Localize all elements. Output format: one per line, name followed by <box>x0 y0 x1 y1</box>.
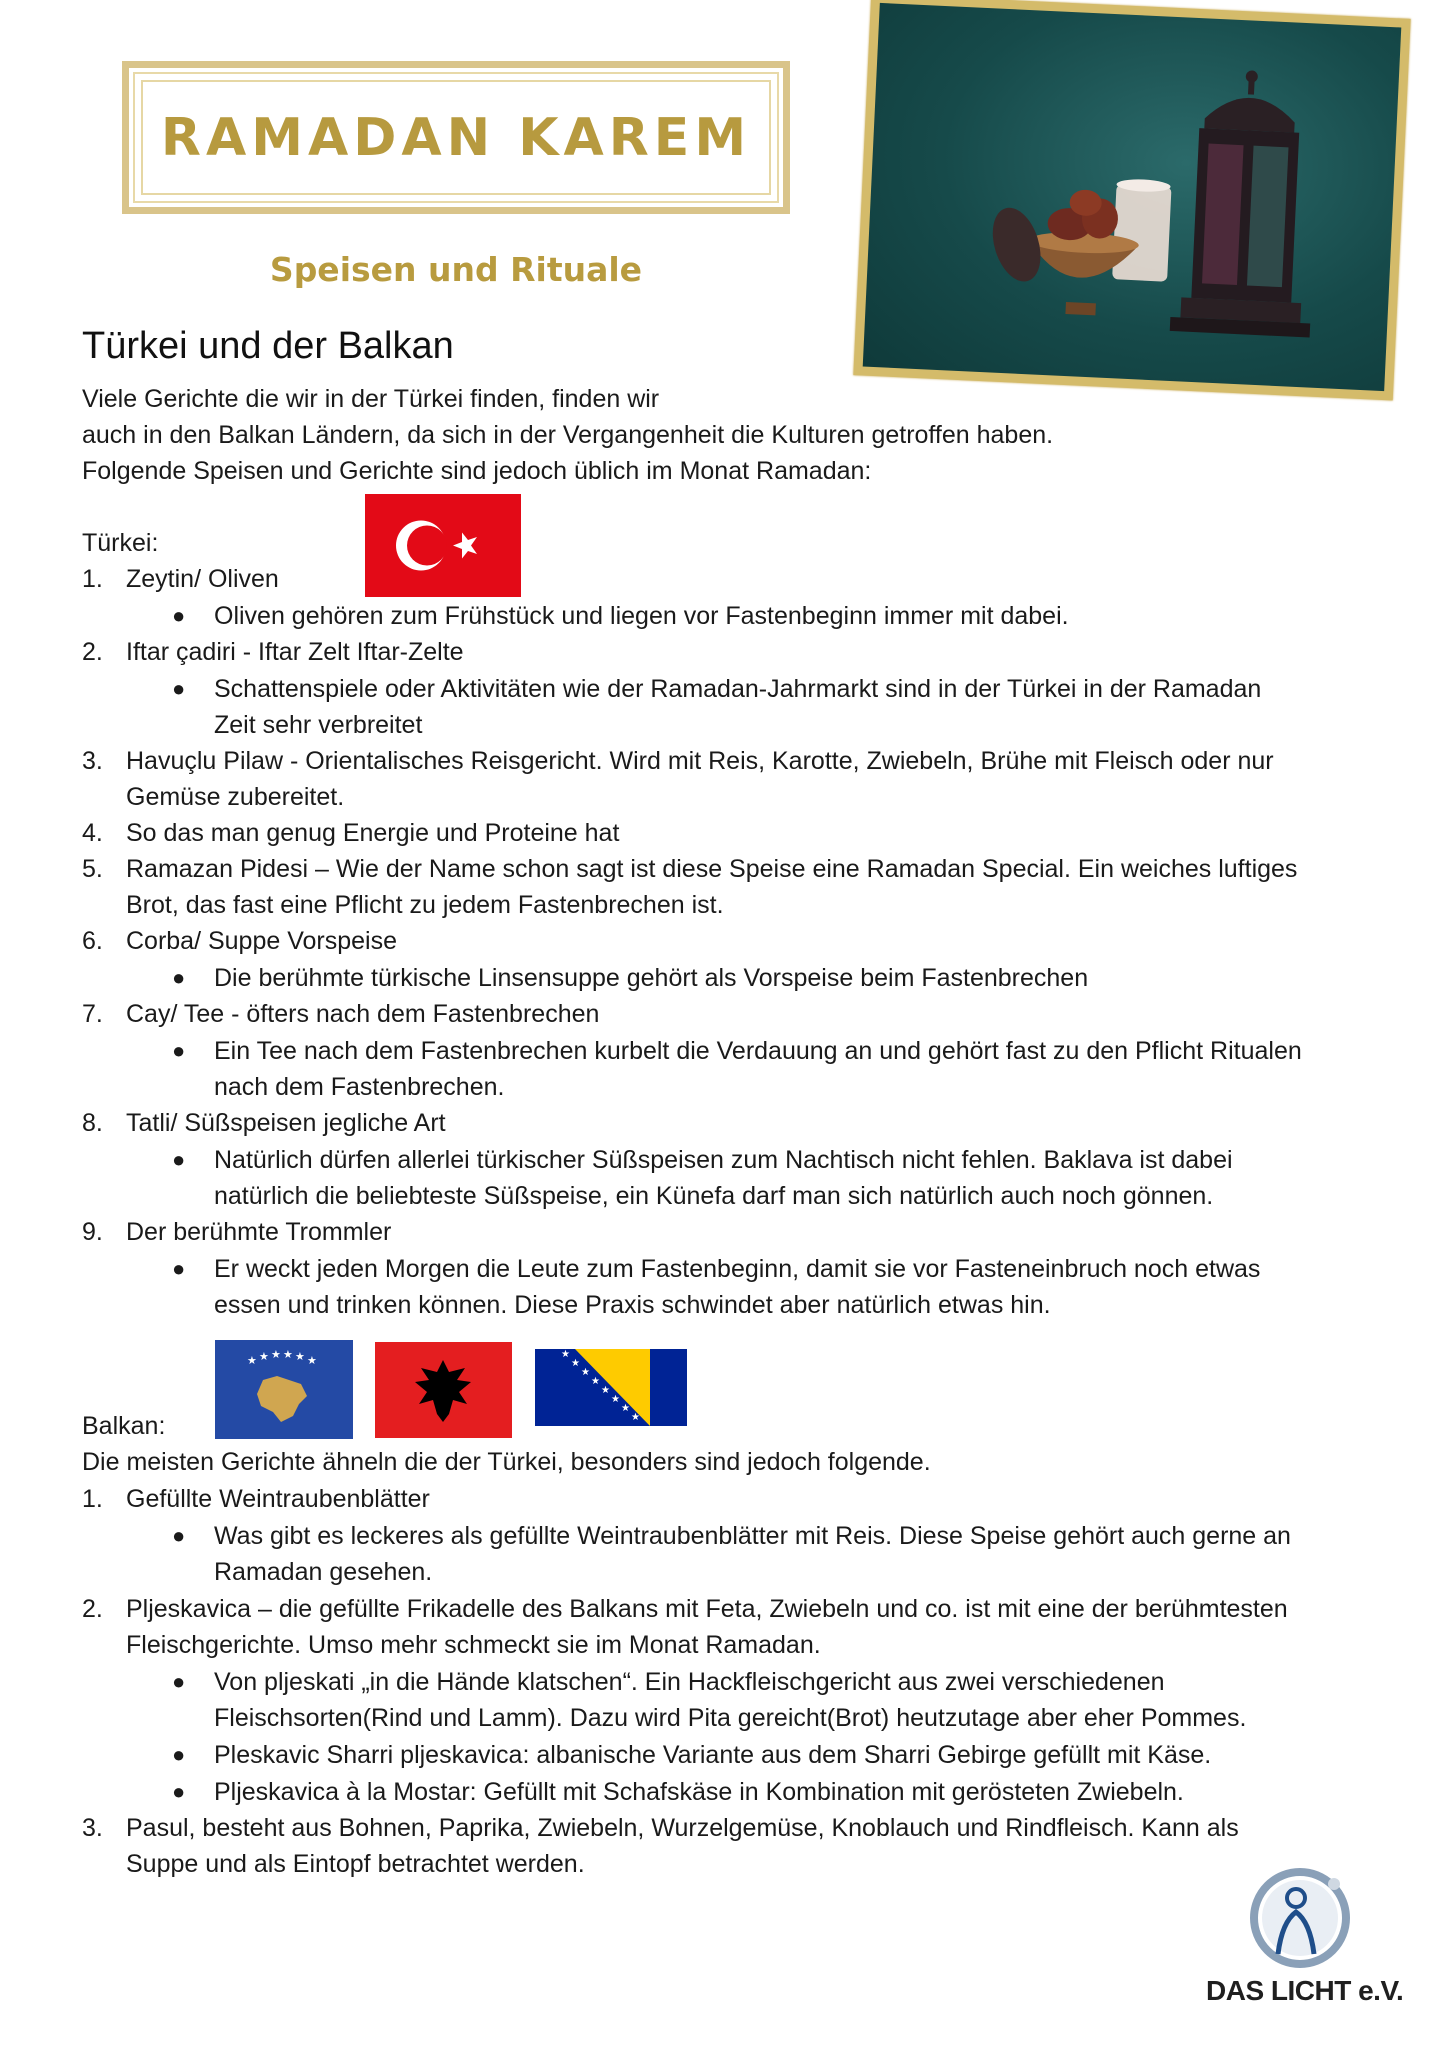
bullet-item-cont: Fleischsorten(Rind und Lamm). Dazu wird Pita gereicht(Brot) heutzutage aber eher Pommes. <box>214 1704 1247 1732</box>
title-frame <box>122 61 790 214</box>
list-number: 8. <box>82 1109 103 1137</box>
svg-text:★: ★ <box>591 1376 600 1387</box>
list-item: Iftar çadiri - Iftar Zelt Iftar-Zelte <box>126 638 464 666</box>
svg-text:★: ★ <box>307 1354 317 1367</box>
bullet-item: Er weckt jeden Morgen die Leute zum Fastenbeginn, damit sie vor Fasteneinbruch noch etwas <box>214 1255 1261 1283</box>
bullet-icon: ● <box>172 603 186 628</box>
bullet-icon: ● <box>172 676 186 701</box>
intro-line-2: auch in den Balkan Ländern, da sich in der Vergangenheit die Kulturen getroffen haben. <box>82 421 1054 449</box>
svg-text:★: ★ <box>601 1385 610 1396</box>
intro-line-3: Folgende Speisen und Gerichte sind jedoch üblich im Monat Ramadan: <box>82 457 872 485</box>
list-number: 2. <box>82 638 103 666</box>
bullet-item-cont: nach dem Fastenbrechen. <box>214 1073 505 1101</box>
list-number: 6. <box>82 927 103 955</box>
list-item: Der berühmte Trommler <box>126 1218 392 1246</box>
list-item: Ramazan Pidesi – Wie der Name schon sagt ist diese Speise eine Ramadan Special. Ein weiches luftiges <box>126 855 1298 883</box>
bullet-item-cont: natürlich die beliebteste Süßspeise, ein Künefa darf man sich natürlich auch noch gönnen. <box>214 1182 1214 1210</box>
list-item-cont: Gemüse zubereitet. <box>126 783 345 811</box>
list-number: 3. <box>82 1814 103 1842</box>
svg-text:★: ★ <box>247 1354 257 1367</box>
svg-text:★: ★ <box>283 1348 293 1361</box>
svg-text:★: ★ <box>581 1367 590 1378</box>
list-number: 9. <box>82 1218 103 1246</box>
bullet-icon: ● <box>172 1669 186 1694</box>
svg-text:★: ★ <box>631 1412 640 1423</box>
svg-text:★: ★ <box>271 1348 281 1361</box>
lantern-photo <box>853 0 1410 401</box>
list-item: Pasul, besteht aus Bohnen, Paprika, Zwiebeln, Wurzelgemüse, Knoblauch und Rindfleisch. Kann als <box>126 1814 1239 1842</box>
bullet-item: Schattenspiele oder Aktivitäten wie der Ramadan-Jahrmarkt sind in der Türkei in der Ramadan <box>214 675 1262 703</box>
svg-text:★: ★ <box>621 1403 630 1414</box>
list-item: So das man genug Energie und Proteine hat <box>126 819 620 847</box>
svg-text:★: ★ <box>561 1349 570 1360</box>
bullet-icon: ● <box>172 1779 186 1804</box>
list-number: 1. <box>82 1485 103 1513</box>
svg-text:★: ★ <box>571 1358 580 1369</box>
list-item: Corba/ Suppe Vorspeise <box>126 927 398 955</box>
svg-text:★: ★ <box>611 1394 620 1405</box>
logo-text: DAS LICHT e.V. <box>1206 1975 1404 2006</box>
bullet-icon: ● <box>172 965 186 990</box>
bullet-item-cont: Ramadan gesehen. <box>214 1558 433 1586</box>
list-number: 3. <box>82 747 103 775</box>
balkan-label: Balkan: <box>82 1412 166 1440</box>
bullet-icon: ● <box>172 1742 186 1767</box>
bullet-icon: ● <box>172 1038 186 1063</box>
bullet-item: Was gibt es leckeres als gefüllte Weintraubenblätter mit Reis. Diese Speise gehört auch gerne an <box>214 1522 1291 1550</box>
list-item-cont: Fleischgerichte. Umso mehr schmeckt sie im Monat Ramadan. <box>126 1631 821 1659</box>
albania-flag-icon <box>375 1342 512 1438</box>
bullet-item: Oliven gehören zum Frühstück und liegen vor Fastenbeginn immer mit dabei. <box>214 602 1069 630</box>
bullet-item: Von pljeskati „in die Hände klatschen“. Ein Hackfleischgericht aus zwei verschiedenen <box>214 1668 1165 1696</box>
turkey-label: Türkei: <box>82 529 159 557</box>
bullet-item: Natürlich dürfen allerlei türkischer Süßspeisen zum Nachtisch nicht fehlen. Baklava ist dabei <box>214 1146 1233 1174</box>
list-number: 2. <box>82 1595 103 1623</box>
bullet-item: Pleskavic Sharri pljeskavica: albanische Variante aus dem Sharri Gebirge gefüllt mit Käse. <box>214 1741 1212 1769</box>
bullet-item: Ein Tee nach dem Fastenbrechen kurbelt die Verdauung an und gehört fast zu den Pflicht Ritualen <box>214 1037 1302 1065</box>
bosnia-flag-icon <box>535 1349 687 1426</box>
list-item: Tatli/ Süßspeisen jegliche Art <box>126 1109 446 1137</box>
list-item: Pljeskavica – die gefüllte Frikadelle des Balkans mit Feta, Zwiebeln und co. ist mit eine der berühmtesten <box>126 1595 1288 1623</box>
balkan-intro: Die meisten Gerichte ähneln die der Türkei, besonders sind jedoch folgende. <box>82 1448 931 1476</box>
svg-text:★: ★ <box>259 1350 269 1363</box>
section-heading: Türkei und der Balkan <box>82 325 454 367</box>
bullet-icon: ● <box>172 1147 186 1172</box>
bullet-item-cont: essen und trinken können. Diese Praxis schwindet aber natürlich etwas hin. <box>214 1291 1051 1319</box>
list-number: 5. <box>82 855 103 883</box>
list-number: 4. <box>82 819 103 847</box>
list-number: 7. <box>82 1000 103 1028</box>
list-item: Zeytin/ Oliven <box>126 565 279 593</box>
page-title: RAMADAN KAREM <box>160 107 752 168</box>
page-subtitle: Speisen und Rituale <box>269 250 643 289</box>
bullet-item: Die berühmte türkische Linsensuppe gehört als Vorspeise beim Fastenbrechen <box>214 964 1089 992</box>
list-item: Havuçlu Pilaw - Orientalisches Reisgericht. Wird mit Reis, Karotte, Zwiebeln, Brühe mit Fleisch oder nur <box>126 747 1274 775</box>
bullet-item: Pljeskavica à la Mostar: Gefüllt mit Schafskäse in Kombination mit gerösteten Zwiebeln. <box>214 1778 1184 1806</box>
list-number: 1. <box>82 565 103 593</box>
list-item-cont: Suppe und als Eintopf betrachtet werden. <box>126 1850 585 1878</box>
das-licht-logo-icon <box>1238 1862 1368 1972</box>
bullet-icon: ● <box>172 1523 186 1548</box>
list-item: Gefüllte Weintraubenblätter <box>126 1485 430 1513</box>
kosovo-flag-icon <box>215 1340 353 1439</box>
bullet-icon: ● <box>172 1256 186 1281</box>
bullet-item-cont: Zeit sehr verbreitet <box>214 711 423 739</box>
list-item-cont: Brot, das fast eine Pflicht zu jedem Fastenbrechen ist. <box>126 891 724 919</box>
lantern-illustration <box>863 3 1402 391</box>
svg-text:★: ★ <box>295 1350 305 1363</box>
list-item: Cay/ Tee - öfters nach dem Fastenbrechen <box>126 1000 600 1028</box>
intro-line-1: Viele Gerichte die wir in der Türkei finden, finden wir <box>82 385 660 413</box>
